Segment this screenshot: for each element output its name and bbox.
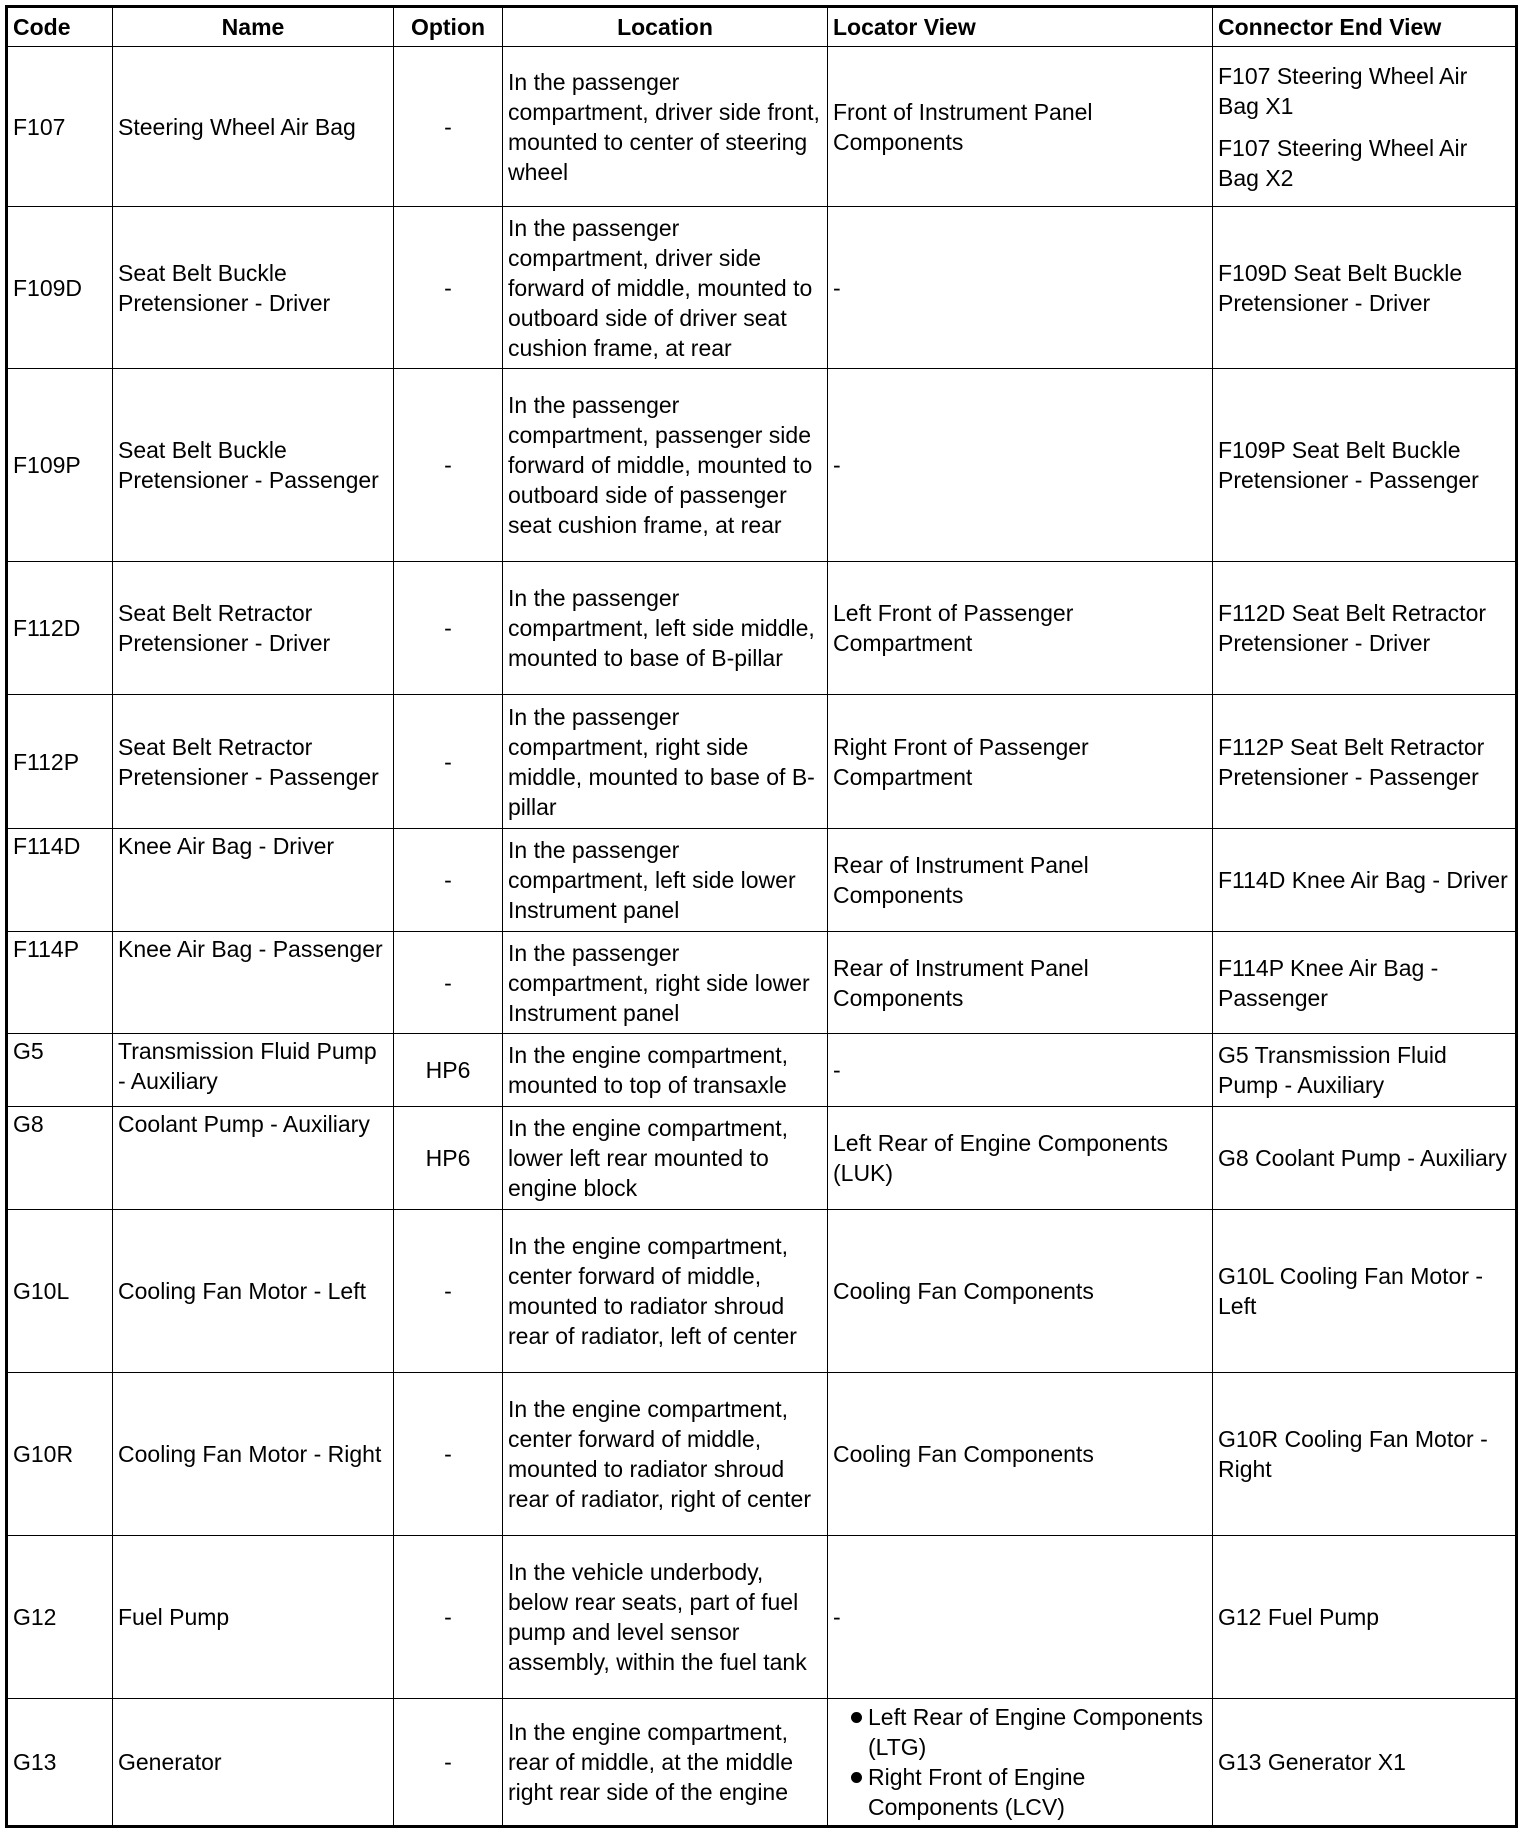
cell-connector-end-view bbox=[1213, 1034, 1517, 1107]
locator-text: Right Front of Passenger Compartment bbox=[833, 733, 1089, 790]
cell-location: In the passenger compartment, right side lower Instrument panel bbox=[503, 932, 828, 1034]
locator-text: Front of Instrument Panel Components bbox=[833, 98, 1093, 155]
cell-code: F114P bbox=[7, 932, 113, 1034]
locator-item: Left Rear of Engine Components (LTG) bbox=[833, 1702, 1207, 1762]
table-row bbox=[7, 1373, 1517, 1536]
cell-connector-end-view bbox=[1213, 47, 1517, 207]
cell-connector-end-view bbox=[1213, 932, 1517, 1034]
cell-code: F114D bbox=[7, 829, 113, 932]
locator-text: Left Front of Passenger Compartment bbox=[833, 600, 1074, 656]
locator-text: Cooling Fan Components bbox=[833, 1278, 1094, 1304]
header-location: Location bbox=[503, 7, 828, 47]
cell-location: In the engine compartment, center forward of middle, mounted to radiator shroud rear of radiator, left of center bbox=[503, 1210, 828, 1373]
connector-text: F112P Seat Belt Retractor Pretensioner - Passenger bbox=[1218, 733, 1485, 790]
table-row bbox=[7, 1107, 1517, 1210]
cell-location: In the engine compartment, rear of middle, at the middle right rear side of the engine bbox=[503, 1699, 828, 1827]
locator-text: Left Rear of Engine Components (LUK) bbox=[833, 1130, 1168, 1186]
cell-name: Cooling Fan Motor - Left bbox=[113, 1210, 394, 1373]
cell-code: G12 bbox=[7, 1536, 113, 1699]
cell-locator-view bbox=[828, 1107, 1213, 1210]
cell-locator-view bbox=[828, 1699, 1213, 1827]
header-connector-end-view: Connector End View bbox=[1213, 7, 1517, 47]
cell-option: - bbox=[394, 1536, 503, 1699]
connector-text: F114P Knee Air Bag - Passenger bbox=[1218, 954, 1439, 1011]
cell-code: F107 bbox=[7, 47, 113, 207]
connector-text: F107 Steering Wheel Air Bag X1 bbox=[1218, 62, 1468, 119]
connector-text: G5 Transmission Fluid Pump - Auxiliary bbox=[1218, 1042, 1447, 1098]
cell-name: Knee Air Bag - Passenger bbox=[113, 932, 394, 1034]
locator-text: Rear of Instrument Panel Components bbox=[833, 954, 1089, 1011]
cell-name: Coolant Pump - Auxiliary bbox=[113, 1107, 394, 1210]
connector-text: F107 Steering Wheel Air Bag X2 bbox=[1218, 134, 1468, 191]
header-option: Option bbox=[394, 7, 503, 47]
cell-connector-end-view bbox=[1213, 1699, 1517, 1827]
cell-name: Generator bbox=[113, 1699, 394, 1827]
cell-location: In the passenger compartment, passenger side forward of middle, mounted to outboard side of passenger seat cushion frame, at rear bbox=[503, 369, 828, 562]
cell-code: F112P bbox=[7, 695, 113, 829]
cell-location: In the passenger compartment, driver side forward of middle, mounted to outboard side of driver seat cushion frame, at rear bbox=[503, 207, 828, 369]
header-code: Code bbox=[7, 7, 113, 47]
cell-option: HP6 bbox=[394, 1107, 503, 1210]
cell-locator-view bbox=[828, 369, 1213, 562]
header-locator-view: Locator View bbox=[828, 7, 1213, 47]
cell-connector-end-view bbox=[1213, 1373, 1517, 1536]
cell-name: Transmission Fluid Pump - Auxiliary bbox=[113, 1034, 394, 1107]
locator-list bbox=[833, 1702, 1207, 1822]
cell-location: In the vehicle underbody, below rear seats, part of fuel pump and level sensor assembly, within the fuel tank bbox=[503, 1536, 828, 1699]
cell-name: Cooling Fan Motor - Right bbox=[113, 1373, 394, 1536]
cell-option: - bbox=[394, 1210, 503, 1373]
table-row bbox=[7, 1210, 1517, 1373]
cell-code: F112D bbox=[7, 562, 113, 695]
cell-code: G5 bbox=[7, 1034, 113, 1107]
cell-code: G8 bbox=[7, 1107, 113, 1210]
locator-text: Rear of Instrument Panel Components bbox=[833, 852, 1089, 908]
cell-name: Seat Belt Buckle Pretensioner - Driver bbox=[113, 207, 394, 369]
cell-option: - bbox=[394, 1699, 503, 1827]
cell-locator-view bbox=[828, 1210, 1213, 1373]
connector-text: G10L Cooling Fan Motor - Left bbox=[1218, 1263, 1484, 1319]
cell-location: In the passenger compartment, left side lower Instrument panel bbox=[503, 829, 828, 932]
locator-text: - bbox=[833, 1604, 841, 1630]
table-row bbox=[7, 829, 1517, 932]
cell-name: Fuel Pump bbox=[113, 1536, 394, 1699]
cell-locator-view bbox=[828, 1034, 1213, 1107]
cell-name: Seat Belt Retractor Pretensioner - Driver bbox=[113, 562, 394, 695]
cell-locator-view bbox=[828, 1536, 1213, 1699]
connector-text: F109D Seat Belt Buckle Pretensioner - Driver bbox=[1218, 259, 1463, 316]
cell-location: In the passenger compartment, left side middle, mounted to base of B-pillar bbox=[503, 562, 828, 695]
cell-name: Knee Air Bag - Driver bbox=[113, 829, 394, 932]
header-row bbox=[7, 7, 1517, 47]
cell-location: In the passenger compartment, right side middle, mounted to base of B-pillar bbox=[503, 695, 828, 829]
table-row bbox=[7, 47, 1517, 207]
cell-connector-end-view bbox=[1213, 829, 1517, 932]
cell-location: In the engine compartment, lower left rear mounted to engine block bbox=[503, 1107, 828, 1210]
table-row bbox=[7, 369, 1517, 562]
cell-locator-view bbox=[828, 1373, 1213, 1536]
table-row bbox=[7, 207, 1517, 369]
cell-location: In the engine compartment, center forward of middle, mounted to radiator shroud rear of radiator, right of center bbox=[503, 1373, 828, 1536]
cell-locator-view bbox=[828, 695, 1213, 829]
cell-connector-end-view bbox=[1213, 1210, 1517, 1373]
locator-text: - bbox=[833, 1057, 841, 1083]
connector-text: F109P Seat Belt Buckle Pretensioner - Passenger bbox=[1218, 437, 1479, 493]
cell-code: G13 bbox=[7, 1699, 113, 1827]
cell-option: - bbox=[394, 695, 503, 829]
table-row bbox=[7, 1034, 1517, 1107]
component-locator-table bbox=[5, 5, 1518, 1828]
cell-connector-end-view bbox=[1213, 1536, 1517, 1699]
cell-option: - bbox=[394, 932, 503, 1034]
cell-location: In the engine compartment, mounted to top of transaxle bbox=[503, 1034, 828, 1107]
cell-connector-end-view bbox=[1213, 1107, 1517, 1210]
header-name: Name bbox=[113, 7, 394, 47]
cell-option: - bbox=[394, 207, 503, 369]
cell-connector-end-view bbox=[1213, 207, 1517, 369]
cell-option: HP6 bbox=[394, 1034, 503, 1107]
locator-text: - bbox=[833, 274, 841, 301]
connector-text: G13 Generator X1 bbox=[1218, 1749, 1406, 1775]
cell-code: G10L bbox=[7, 1210, 113, 1373]
connector-text: G10R Cooling Fan Motor - Right bbox=[1218, 1426, 1488, 1482]
cell-option: - bbox=[394, 1373, 503, 1536]
connector-text: F112D Seat Belt Retractor Pretensioner - Driver bbox=[1218, 600, 1487, 656]
cell-name: Seat Belt Retractor Pretensioner - Passenger bbox=[113, 695, 394, 829]
connector-text: F114D Knee Air Bag - Driver bbox=[1218, 867, 1508, 893]
cell-option: - bbox=[394, 47, 503, 207]
table-row bbox=[7, 1536, 1517, 1699]
cell-locator-view bbox=[828, 932, 1213, 1034]
cell-locator-view bbox=[828, 562, 1213, 695]
cell-locator-view bbox=[828, 829, 1213, 932]
table-row bbox=[7, 932, 1517, 1034]
cell-location: In the passenger compartment, driver side front, mounted to center of steering wheel bbox=[503, 47, 828, 207]
locator-text: Cooling Fan Components bbox=[833, 1441, 1094, 1467]
cell-option: - bbox=[394, 369, 503, 562]
cell-option: - bbox=[394, 829, 503, 932]
cell-code: F109P bbox=[7, 369, 113, 562]
locator-text: - bbox=[833, 452, 841, 478]
cell-connector-end-view bbox=[1213, 562, 1517, 695]
cell-connector-end-view bbox=[1213, 695, 1517, 829]
connector-text: G8 Coolant Pump - Auxiliary bbox=[1218, 1145, 1507, 1171]
cell-locator-view bbox=[828, 207, 1213, 369]
cell-locator-view bbox=[828, 47, 1213, 207]
table-row bbox=[7, 695, 1517, 829]
cell-option: - bbox=[394, 562, 503, 695]
connector-text: G12 Fuel Pump bbox=[1218, 1604, 1380, 1630]
cell-connector-end-view bbox=[1213, 369, 1517, 562]
locator-item: Right Front of Engine Components (LCV) bbox=[833, 1762, 1207, 1822]
cell-name: Seat Belt Buckle Pretensioner - Passenger bbox=[113, 369, 394, 562]
cell-code: G10R bbox=[7, 1373, 113, 1536]
table-row bbox=[7, 1699, 1517, 1827]
cell-code: F109D bbox=[7, 207, 113, 369]
cell-name: Steering Wheel Air Bag bbox=[113, 47, 394, 207]
table-row bbox=[7, 562, 1517, 695]
